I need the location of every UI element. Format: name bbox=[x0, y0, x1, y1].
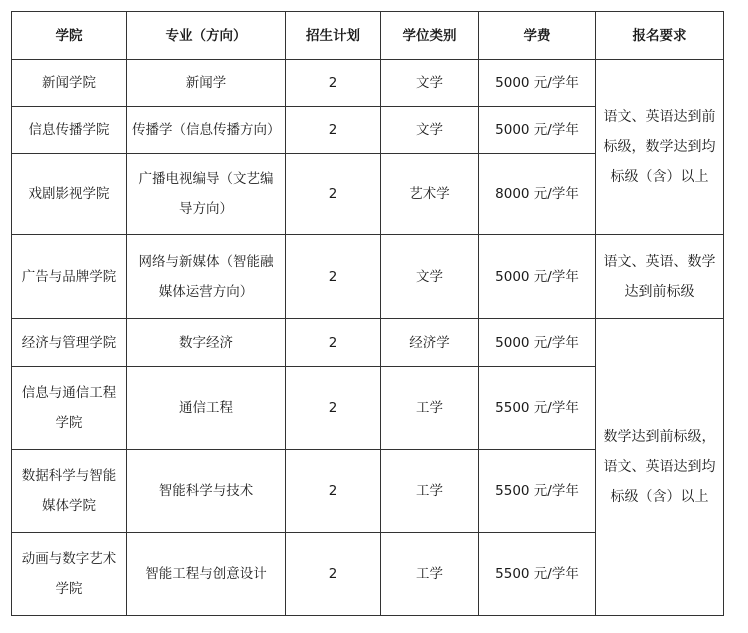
degree-cell: 文学 bbox=[381, 60, 479, 107]
major-cell: 广播电视编导（文艺编导方向） bbox=[127, 154, 286, 235]
header-requirements: 报名要求 bbox=[596, 12, 724, 60]
plan-cell: 2 bbox=[286, 154, 381, 235]
header-degree: 学位类别 bbox=[381, 12, 479, 60]
header-fee: 学费 bbox=[479, 12, 596, 60]
plan-cell: 2 bbox=[286, 367, 381, 450]
major-cell: 网络与新媒体（智能融媒体运营方向） bbox=[127, 235, 286, 319]
plan-cell: 2 bbox=[286, 533, 381, 616]
degree-cell: 工学 bbox=[381, 367, 479, 450]
degree-cell: 工学 bbox=[381, 533, 479, 616]
degree-cell: 文学 bbox=[381, 107, 479, 154]
college-cell: 信息传播学院 bbox=[12, 107, 127, 154]
requirement-cell: 数学达到前标级，语文、英语达到均标级（含）以上 bbox=[596, 319, 724, 616]
major-cell: 智能工程与创意设计 bbox=[127, 533, 286, 616]
fee-cell: 5000 元/学年 bbox=[479, 107, 596, 154]
header-plan: 招生计划 bbox=[286, 12, 381, 60]
fee-cell: 5000 元/学年 bbox=[479, 235, 596, 319]
college-cell: 戏剧影视学院 bbox=[12, 154, 127, 235]
header-college: 学院 bbox=[12, 12, 127, 60]
major-cell: 通信工程 bbox=[127, 367, 286, 450]
header-major: 专业（方向） bbox=[127, 12, 286, 60]
major-cell: 传播学（信息传播方向） bbox=[127, 107, 286, 154]
degree-cell: 文学 bbox=[381, 235, 479, 319]
table-row bbox=[12, 319, 724, 367]
table-row bbox=[12, 235, 724, 319]
college-cell: 经济与管理学院 bbox=[12, 319, 127, 367]
fee-cell: 5500 元/学年 bbox=[479, 450, 596, 533]
plan-cell: 2 bbox=[286, 235, 381, 319]
college-cell: 数据科学与智能媒体学院 bbox=[12, 450, 127, 533]
degree-cell: 经济学 bbox=[381, 319, 479, 367]
college-cell: 新闻学院 bbox=[12, 60, 127, 107]
fee-cell: 5000 元/学年 bbox=[479, 60, 596, 107]
requirement-cell: 语文、英语、数学达到前标级 bbox=[596, 235, 724, 319]
plan-cell: 2 bbox=[286, 107, 381, 154]
fee-cell: 8000 元/学年 bbox=[479, 154, 596, 235]
degree-cell: 艺术学 bbox=[381, 154, 479, 235]
table-row bbox=[12, 60, 724, 107]
plan-cell: 2 bbox=[286, 60, 381, 107]
major-cell: 新闻学 bbox=[127, 60, 286, 107]
requirement-cell: 语文、英语达到前标级，数学达到均标级（含）以上 bbox=[596, 60, 724, 235]
college-cell: 信息与通信工程学院 bbox=[12, 367, 127, 450]
major-cell: 数字经济 bbox=[127, 319, 286, 367]
college-cell: 广告与品牌学院 bbox=[12, 235, 127, 319]
major-cell: 智能科学与技术 bbox=[127, 450, 286, 533]
degree-cell: 工学 bbox=[381, 450, 479, 533]
fee-cell: 5500 元/学年 bbox=[479, 533, 596, 616]
fee-cell: 5500 元/学年 bbox=[479, 367, 596, 450]
plan-cell: 2 bbox=[286, 450, 381, 533]
admissions-table bbox=[11, 11, 724, 616]
plan-cell: 2 bbox=[286, 319, 381, 367]
college-cell: 动画与数字艺术学院 bbox=[12, 533, 127, 616]
header-row bbox=[12, 12, 724, 60]
fee-cell: 5000 元/学年 bbox=[479, 319, 596, 367]
